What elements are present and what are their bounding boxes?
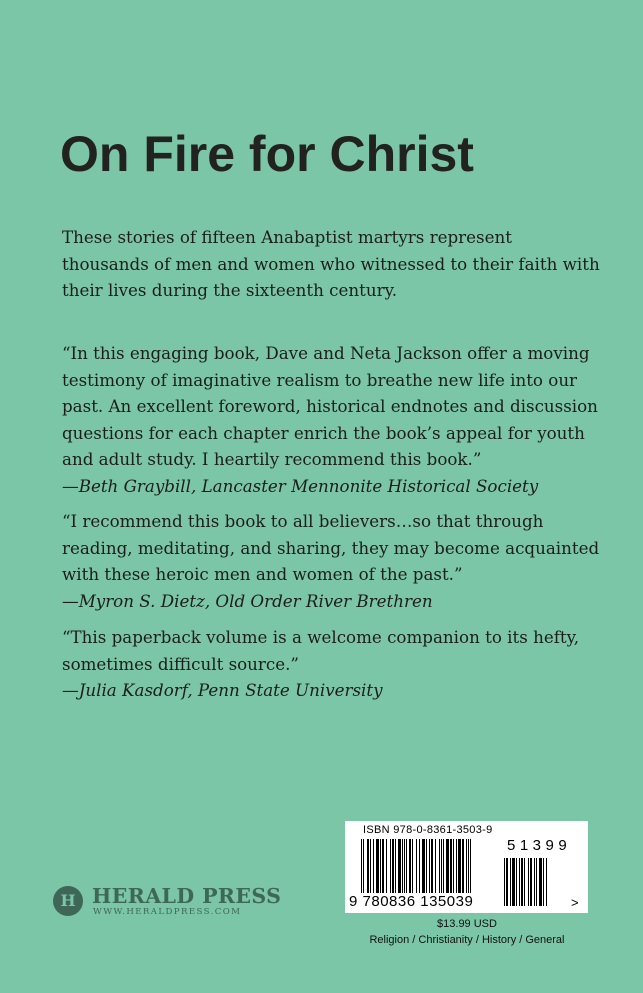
barcode-bar [386, 839, 387, 893]
endorsement-attribution: —Julia Kasdorf, Penn State University [62, 680, 383, 700]
barcode-bar [521, 858, 523, 906]
barcode-bar [409, 839, 411, 893]
barcode-bar [429, 839, 430, 893]
endorsement-quote: “This paperback volume is a welcome companion to its hefty, sometimes difficult source.” [62, 627, 580, 674]
barcode-bar [398, 839, 401, 893]
price-addon-digits: 51399 [507, 837, 572, 854]
barcode-bar [546, 858, 547, 906]
herald-press-seal-icon: H [53, 886, 83, 916]
barcode-bar [443, 839, 444, 893]
barcode-bar [373, 839, 374, 893]
barcode-bar [516, 858, 517, 906]
barcode-bar [367, 839, 369, 893]
category-label: Religion / Christianity / History / General [369, 934, 565, 946]
barcode-bar [510, 858, 511, 906]
ean-barcode-icon [361, 839, 507, 893]
barcode-bar [419, 839, 420, 893]
endorsement-attribution: —Beth Graybill, Lancaster Mennonite Historical Society [62, 475, 539, 496]
endorsement-quote: “I recommend this book to all believers…so that through reading, meditating, and sharing, they may become acquainted with these heroic men and women of the past.” [62, 511, 600, 584]
barcode-bar [363, 839, 364, 893]
barcode-bar [392, 839, 394, 893]
barcode-bar [528, 858, 529, 906]
barcode-bar [446, 839, 449, 893]
barcode-bar [390, 839, 391, 893]
barcode-bar [370, 839, 371, 893]
barcode-bar [534, 858, 535, 906]
barcode-bar [395, 839, 396, 893]
barcode-bar [422, 839, 425, 893]
barcode-bar [441, 839, 442, 893]
book-title: On Fire for Christ [60, 126, 474, 182]
publisher-logo [53, 883, 282, 923]
barcode-bar [536, 858, 537, 906]
endorsement-2 [62, 508, 602, 614]
barcode-bar [439, 839, 440, 893]
barcode-bar [416, 839, 417, 893]
barcode-bar [380, 839, 381, 893]
endorsement-1 [62, 340, 602, 499]
barcode-bar [539, 858, 542, 906]
barcode-bar [470, 839, 471, 893]
barcode-bar [519, 858, 520, 906]
barcode-bar [404, 839, 405, 893]
barcode-bar [456, 839, 457, 893]
barcode-bar [512, 858, 515, 906]
barcode-bar [466, 839, 467, 893]
addon-arrow: > [571, 895, 579, 910]
barcode-bar [453, 839, 454, 893]
addon-barcode-icon [504, 858, 569, 906]
barcode-bar [435, 839, 436, 893]
barcode-bar [431, 839, 433, 893]
barcode-bar [458, 839, 461, 893]
book-description: These stories of fifteen Anabaptist martyrs represent thousands of men and women who witnessed to their faith with their lives during the sixteenth century. [62, 227, 600, 300]
barcode-bar [412, 839, 413, 893]
ean-digits: 9 780836 135039 [349, 893, 474, 910]
isbn-label: ISBN 978-0-8361-3503-9 [363, 824, 493, 836]
barcode-bar [402, 839, 403, 893]
price-label: $13.99 USD [437, 918, 497, 930]
barcode-panel [345, 821, 588, 913]
barcode-bar [468, 839, 469, 893]
barcode-bar [506, 858, 508, 906]
barcode-bar [504, 858, 505, 906]
endorsement-attribution: —Myron S. Dietz, Old Order River Brethren [62, 590, 433, 611]
barcode-bar [543, 858, 544, 906]
barcode-bar [406, 839, 407, 893]
barcode-bar [426, 839, 427, 893]
barcode-bar [450, 839, 452, 893]
barcode-bar [524, 858, 525, 906]
barcode-bar [530, 858, 532, 906]
endorsement-3 [62, 624, 602, 704]
barcode-bar [462, 839, 464, 893]
endorsement-quote: “In this engaging book, Dave and Neta Jackson offer a moving testimony of imaginative realism to breathe new life into our past. An excellent foreword, historical endnotes and discussion questions for each chapter enrich the book’s appeal for youth and adult study. I heartily recommend this book.” [62, 343, 598, 469]
publisher-name: HERALD PRESS [92, 884, 282, 908]
barcode-bar [361, 839, 362, 893]
publisher-url: WWW.HERALDPRESS.COM [93, 907, 242, 917]
barcode-bar [376, 839, 379, 893]
barcode-bar [382, 839, 384, 893]
